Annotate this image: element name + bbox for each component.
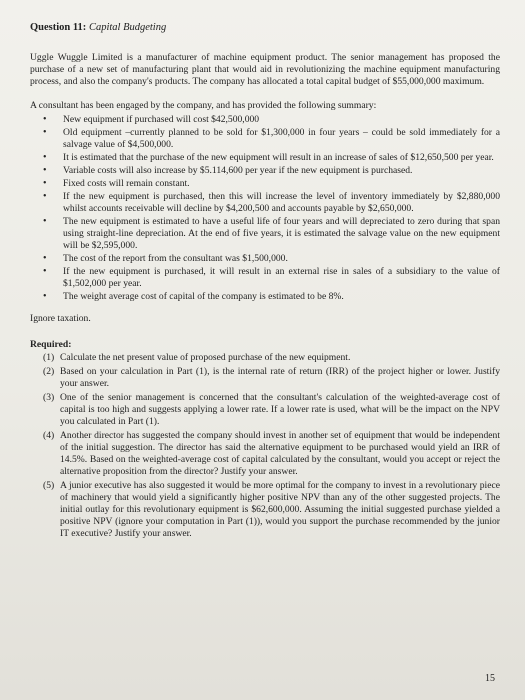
required-item-text: Another director has suggested the company should invest in another set of equipment that would be independent of the initial suggestion. The director has said the alternative equipment to be purchased would yield an IRR of 14.5%. Based on the weighted-average cost of capital calculated by the consultant, would you accept or reject the alternative proposition from the director? Justify your answer.	[60, 430, 500, 477]
required-heading: Required:	[30, 339, 72, 350]
intro-paragraph: Uggle Wuggle Limited is a manufacturer of machine equipment product. The senior management has proposed the purchase of a new set of manufacturing plant that would aid in revolutionizing the machine equipment manufacturing process, and also the company's products. The company has allocated a total capital budget of $55,000,000 maximum.	[30, 52, 500, 87]
question-topic: Capital Budgeting	[88, 22, 167, 33]
required-item-number: (4)	[43, 430, 55, 441]
question-title	[30, 22, 500, 34]
required-item	[43, 430, 500, 478]
summary-item: • The new equipment is estimated to have a useful life of four years and will depreciated to zero during that span using straight-line depreciation. At the end of five years, it is estimated the salvage value on the new equipment will be $2,595,000.	[63, 216, 500, 252]
summary-item: • The weight average cost of capital of the company is estimated to be 8%.	[63, 291, 500, 303]
summary-list	[30, 114, 500, 303]
required-item	[43, 366, 500, 390]
required-item	[43, 392, 500, 428]
summary-item: • Old equipment –currently planned to be sold for $1,300,000 in four years – could be sold immediately for a salvage value of $4,500,000.	[63, 127, 500, 151]
required-item-number: (1)	[43, 352, 55, 363]
summary-item: • New equipment if purchased will cost $42,500,000	[63, 114, 500, 126]
required-item-number: (3)	[43, 392, 55, 403]
summary-item: • If the new equipment is purchased, then this will increase the level of inventory immediately by $2,880,000 whilst accounts receivable will decline by $4,200,500 and accounts payable by $2,650,000.	[63, 191, 500, 215]
required-item-text: A junior executive has also suggested it would be more optimal for the company to invest in a revolutionary piece of machinery that would yield a significantly higher positive NPV than any of the other suggested projects. The initial outlay for this revolutionary equipment is $62,600,000. Assuming the initial suggested purchase yielded a positive NPV (ignore your computation in Part (1)), would you support the purchase recommended by the junior IT executive? Justify your answer.	[60, 480, 500, 539]
question-number: Question 11:	[30, 22, 87, 33]
summary-item: • It is estimated that the purchase of the new equipment will result in an increase of sales of $12,650,500 per year.	[63, 152, 500, 164]
required-item-number: (2)	[43, 366, 55, 377]
ignore-taxation-note: Ignore taxation.	[30, 313, 91, 324]
required-list	[30, 352, 500, 540]
page-number: 15	[485, 673, 495, 684]
summary-item: • If the new equipment is purchased, it will result in an external rise in sales of a subsidiary to the value of $1,502,000 per year.	[63, 266, 500, 290]
summary-item: • Fixed costs will remain constant.	[63, 178, 500, 190]
summary-item: • The cost of the report from the consultant was $1,500,000.	[63, 253, 500, 265]
required-item-text: Calculate the net present value of proposed purchase of the new equipment.	[60, 352, 351, 363]
required-item-number: (5)	[43, 480, 55, 491]
required-item-text: Based on your calculation in Part (1), is the internal rate of return (IRR) of the project higher or lower. Justify your answer.	[60, 366, 500, 389]
summary-item: • Variable costs will also increase by $5.114,600 per year if the new equipment is purchased.	[63, 165, 500, 177]
required-item-text: One of the senior management is concerned that the consultant's calculation of the weighted-average cost of capital is too high and suggests applying a lower rate. If a lower rate is used, what will be the impact on the NPV you calculated in Part (1).	[60, 392, 500, 427]
document-content	[30, 22, 500, 542]
required-item	[43, 480, 500, 540]
summary-lead: A consultant has been engaged by the company, and has provided the following summary:	[30, 100, 377, 111]
required-item	[43, 352, 500, 364]
